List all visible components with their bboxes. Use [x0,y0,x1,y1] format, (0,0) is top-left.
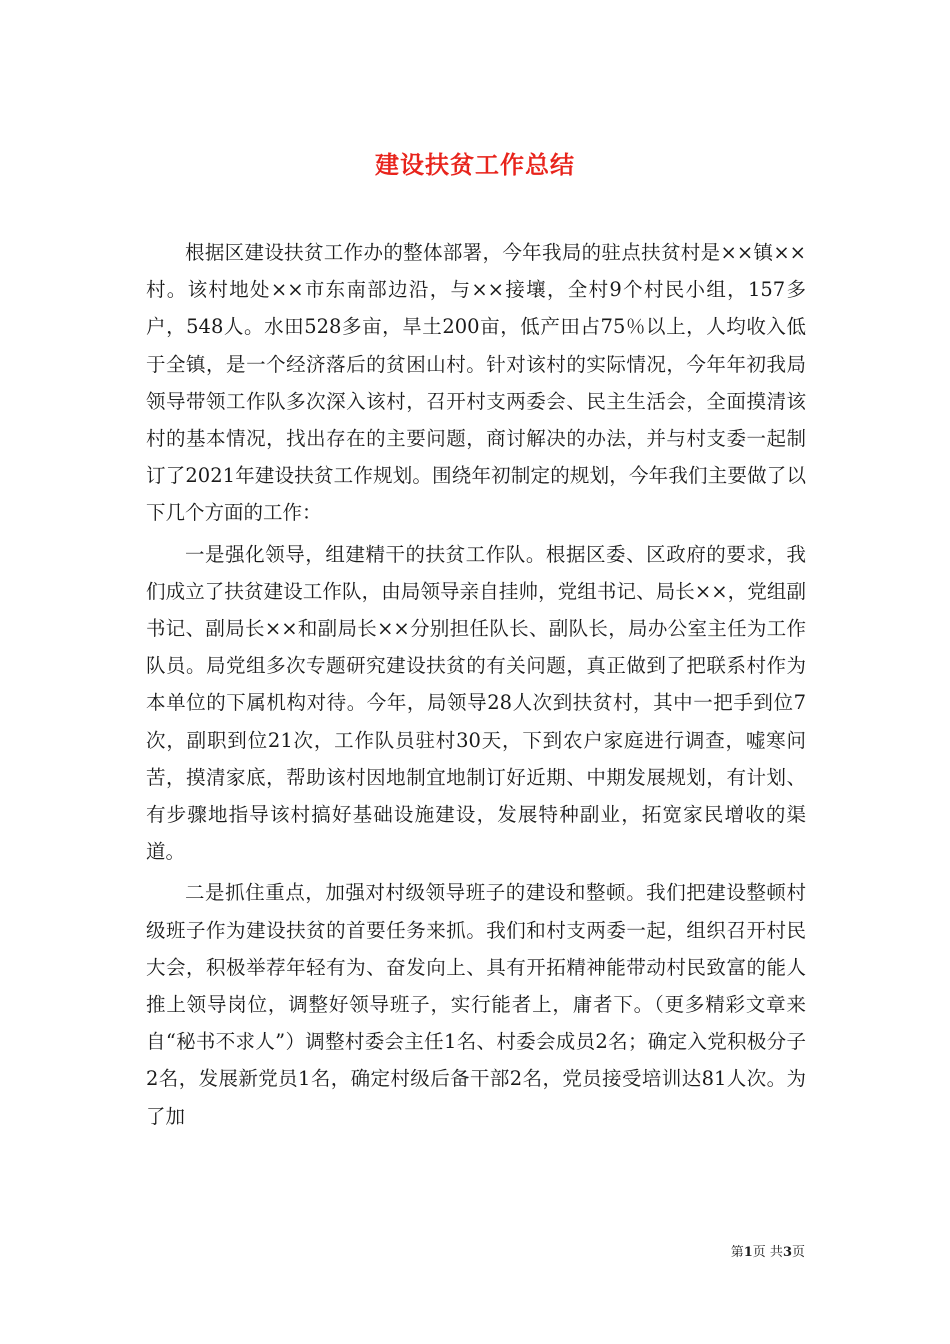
document-title: 建设扶贫工作总结 [375,150,575,180]
page-number-current: 1 [743,1245,753,1260]
page-number-total: 3 [782,1245,792,1260]
document-body [146,234,806,1135]
page-number-prefix: 第 [730,1245,744,1260]
paragraph-team-building: 二是抓住重点，加强对村级领导班子的建设和整顿。我们把建设整顿村级班子作为建设扶贫的首要任务来抓。我们和村支两委一起，组织召开村民大会，积极举荐年轻有为、奋发向上、具有开拓精神能带动村民致富的能人推上领导岗位，调整好领导班子，实行能者上，庸者下。（更多精彩文章来自“秘书不求人”）调整村委会主任1名、村委会成员2名；确定入党积极分子2名，发展新党员1名，确定村级后备干部2名，党员接受培训达81人次。为了加 [146,881,806,1128]
paragraph-intro: 根据区建设扶贫工作办的整体部署，今年我局的驻点扶贫村是××镇××村。该村地处××市东南部边沿，与××接壤，全村9个村民小组，157多户，548人。水田528多亩，旱土200亩，低产田占75％以上，人均收入低于全镇，是一个经济落后的贫困山村。针对该村的实际情况，今年年初我局领导带领工作队多次深入该村，召开村支两委会、民主生活会，全面摸清该村的基本情况，找出存在的主要问题，商讨解决的办法，并与村支委一起制订了2021年建设扶贫工作规划。围绕年初制定的规划，今年我们主要做了以下几个方面的工作： [146,241,806,525]
page-number-suffix: 页 [791,1245,805,1260]
page-number [731,1243,805,1263]
page-number-middle: 页 共 [752,1245,783,1260]
paragraph-leadership: 一是强化领导，组建精干的扶贫工作队。根据区委、区政府的要求，我们成立了扶贫建设工作队，由局领导亲自挂帅，党组书记、局长××，党组副书记、副局长××和副局长××分别担任队长、副队长，局办公室主任为工作队员。局党组多次专题研究建设扶贫的有关问题，真正做到了把联系村作为本单位的下属机构对待。今年，局领导28人次到扶贫村，其中一把手到位7次，副职到位21次，工作队员驻村30天，下到农户家庭进行调查，嘘寒问苦，摸清家底，帮助该村因地制宜地制订好近期、中期发展规划，有计划、有步骤地指导该村搞好基础设施建设，发展特种副业，拓宽家民增收的渠道。 [146,542,806,864]
